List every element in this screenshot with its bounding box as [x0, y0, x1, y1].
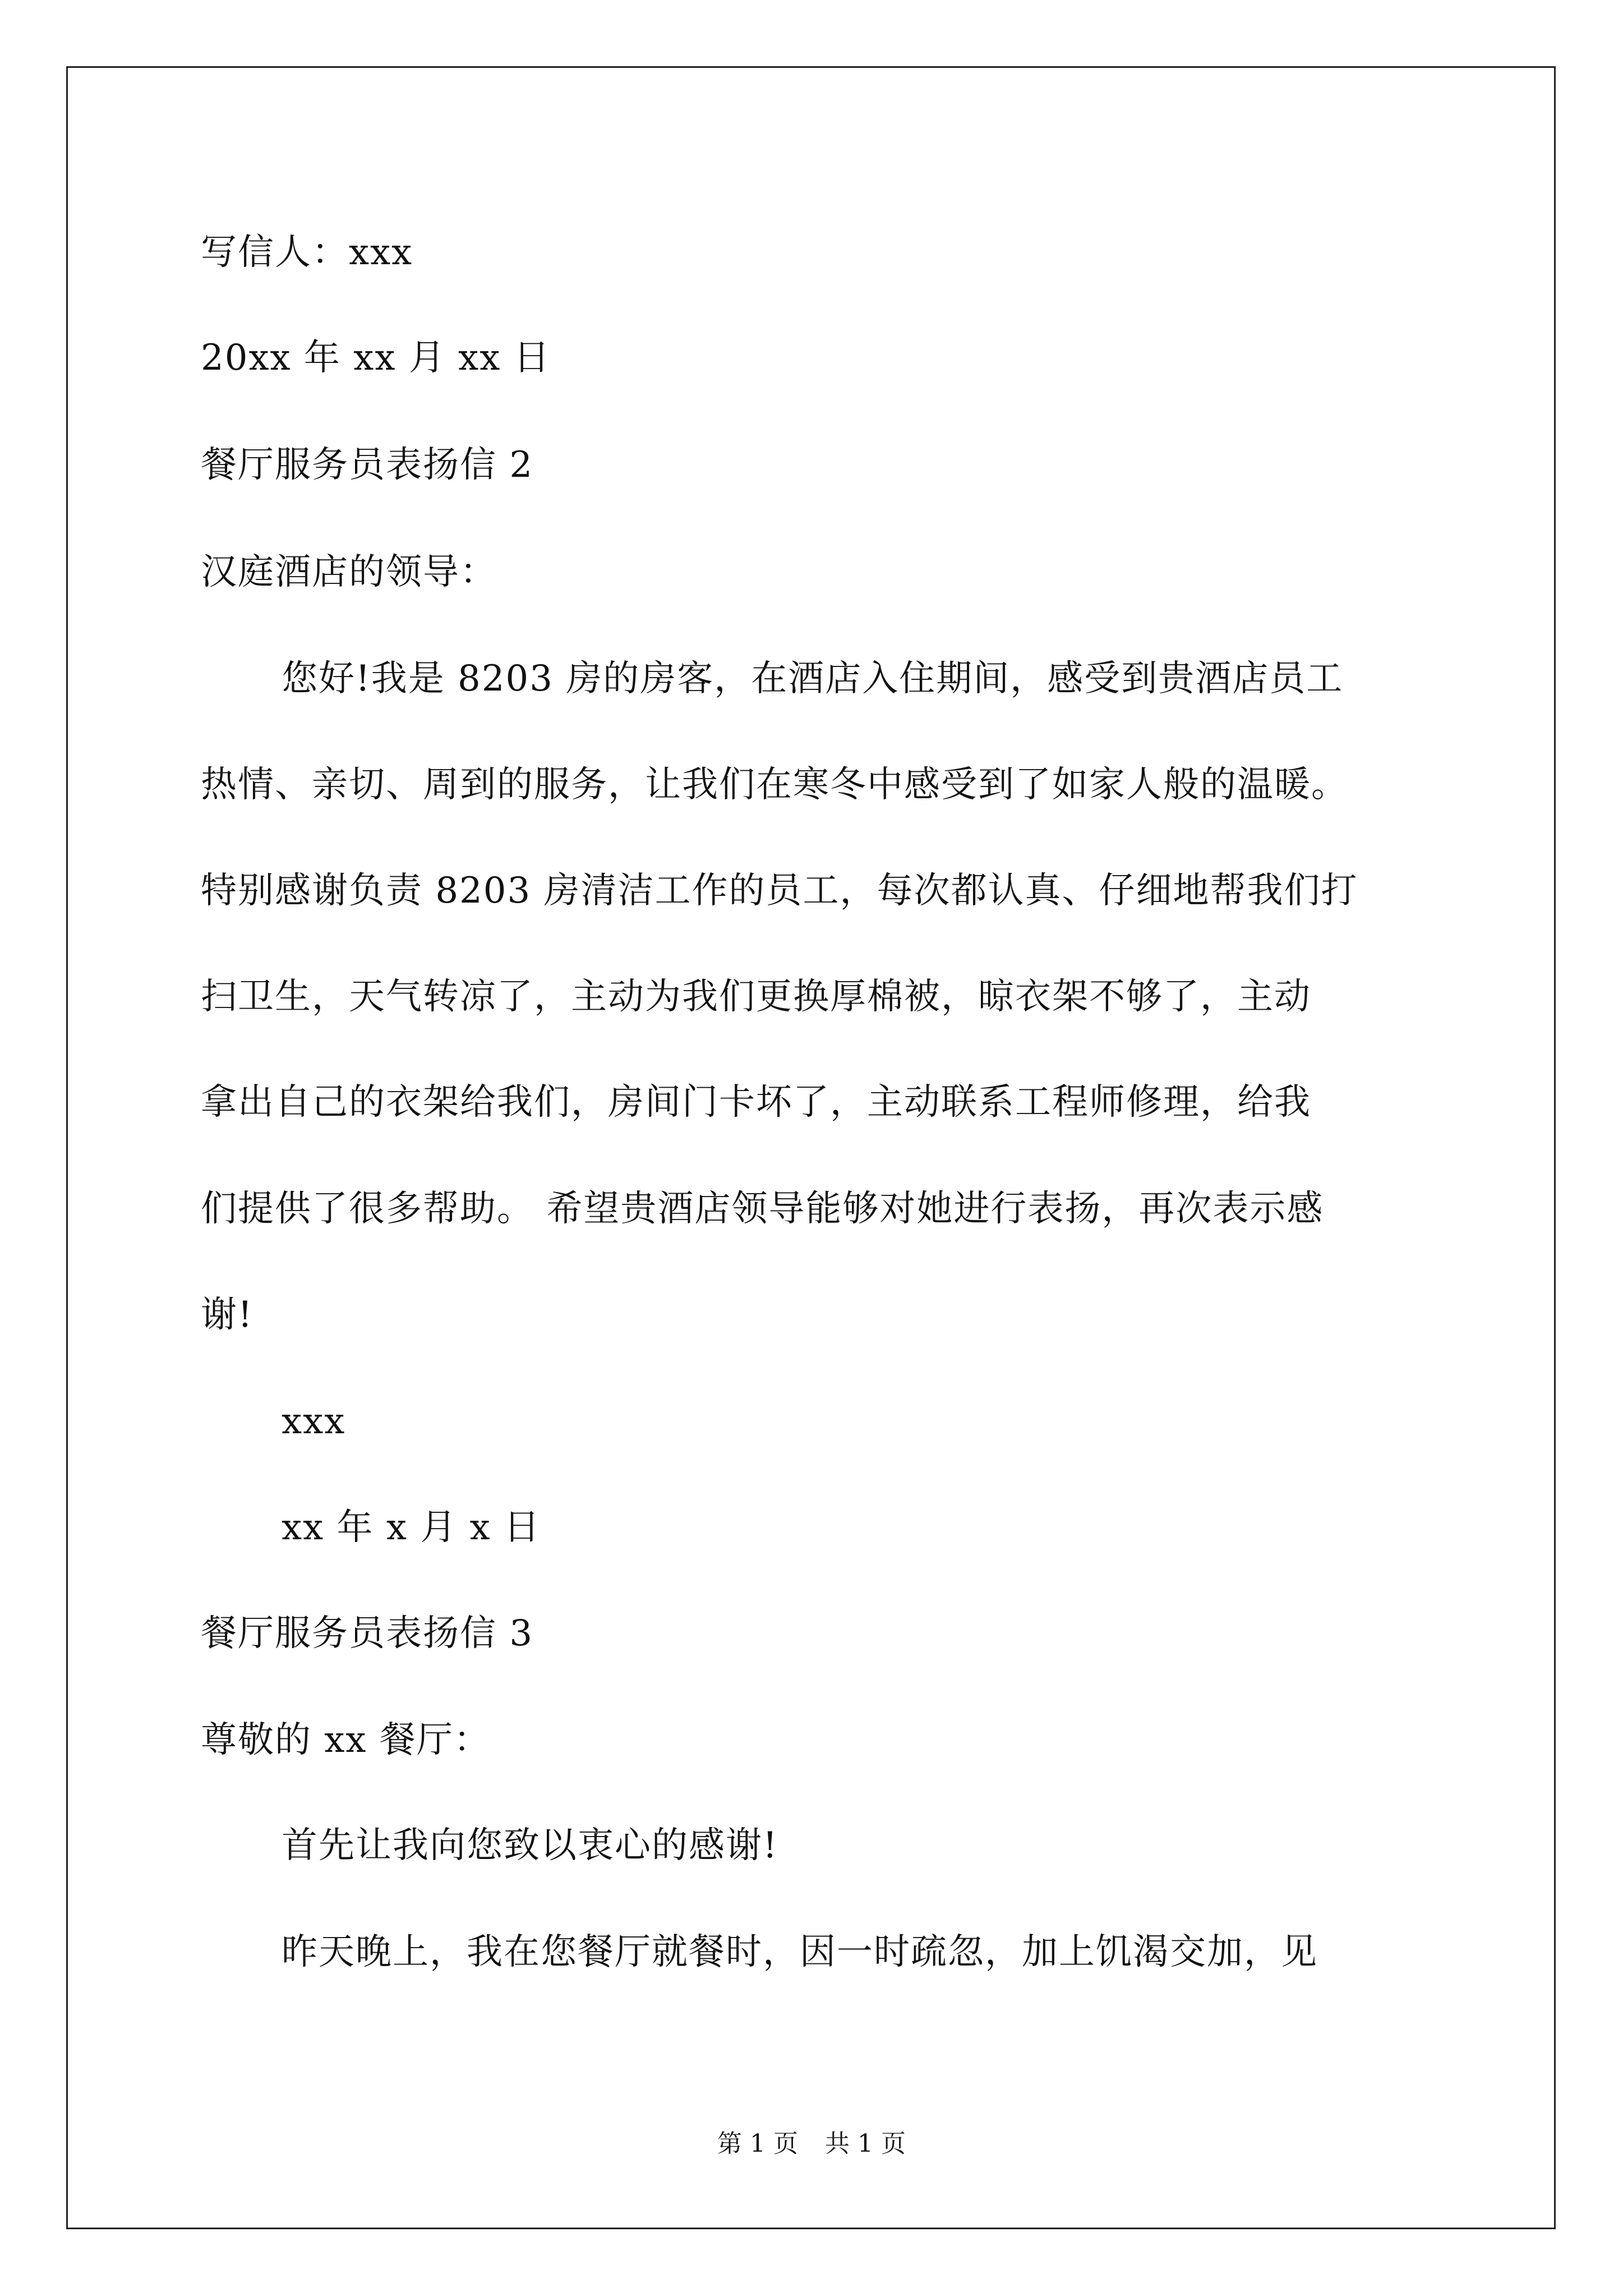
letter-2-body-line: 拿出自己的衣架给我们，房间门卡坏了，主动联系工程师修理，给我: [201, 1082, 1311, 1123]
letter-2-title: 餐厅服务员表扬信 2: [201, 444, 534, 486]
date-line: 20xx 年 xx 月 xx 日: [201, 337, 551, 379]
letter-2-body-line: 们提供了很多帮助。 希望贵酒店领导能够对她进行表扬，再次表示感: [201, 1188, 1324, 1230]
letter-2-body-line: 您好!我是 8203 房的房客，在酒店入住期间，感受到贵酒店员工: [282, 658, 1344, 700]
letter-2-body-line: 特别感谢负责 8203 房清洁工作的员工，每次都认真、仔细地帮我们打: [201, 870, 1358, 912]
letter-2-date: xx 年 x 月 x 日: [282, 1507, 541, 1548]
letter-2-signature: xxx: [282, 1401, 346, 1442]
letter-3-salutation: 尊敬的 xx 餐厅：: [201, 1719, 491, 1761]
page-frame: [66, 66, 1556, 2229]
page-footer: [0, 2129, 1623, 2158]
page-total-label: 共 1 页: [825, 2129, 906, 2158]
writer-line: 写信人：xxx: [201, 232, 413, 273]
letter-3-title: 餐厅服务员表扬信 3: [201, 1613, 534, 1654]
letter-3-body-line: 首先让我向您致以衷心的感谢!: [282, 1825, 778, 1866]
letter-2-salutation: 汉庭酒店的领导：: [201, 551, 497, 593]
letter-2-body-line: 扫卫生，天气转凉了，主动为我们更换厚棉被，晾衣架不够了，主动: [201, 976, 1311, 1018]
letter-2-body-line: 谢!: [201, 1294, 253, 1336]
letter-2-body-line: 热情、亲切、周到的服务，让我们在寒冬中感受到了如家人般的温暖。: [201, 764, 1348, 806]
page-current-label: 第 1 页: [717, 2129, 798, 2158]
letter-3-body-line: 昨天晚上，我在您餐厅就餐时，因一时疏忽，加上饥渴交加，见: [282, 1931, 1318, 1973]
